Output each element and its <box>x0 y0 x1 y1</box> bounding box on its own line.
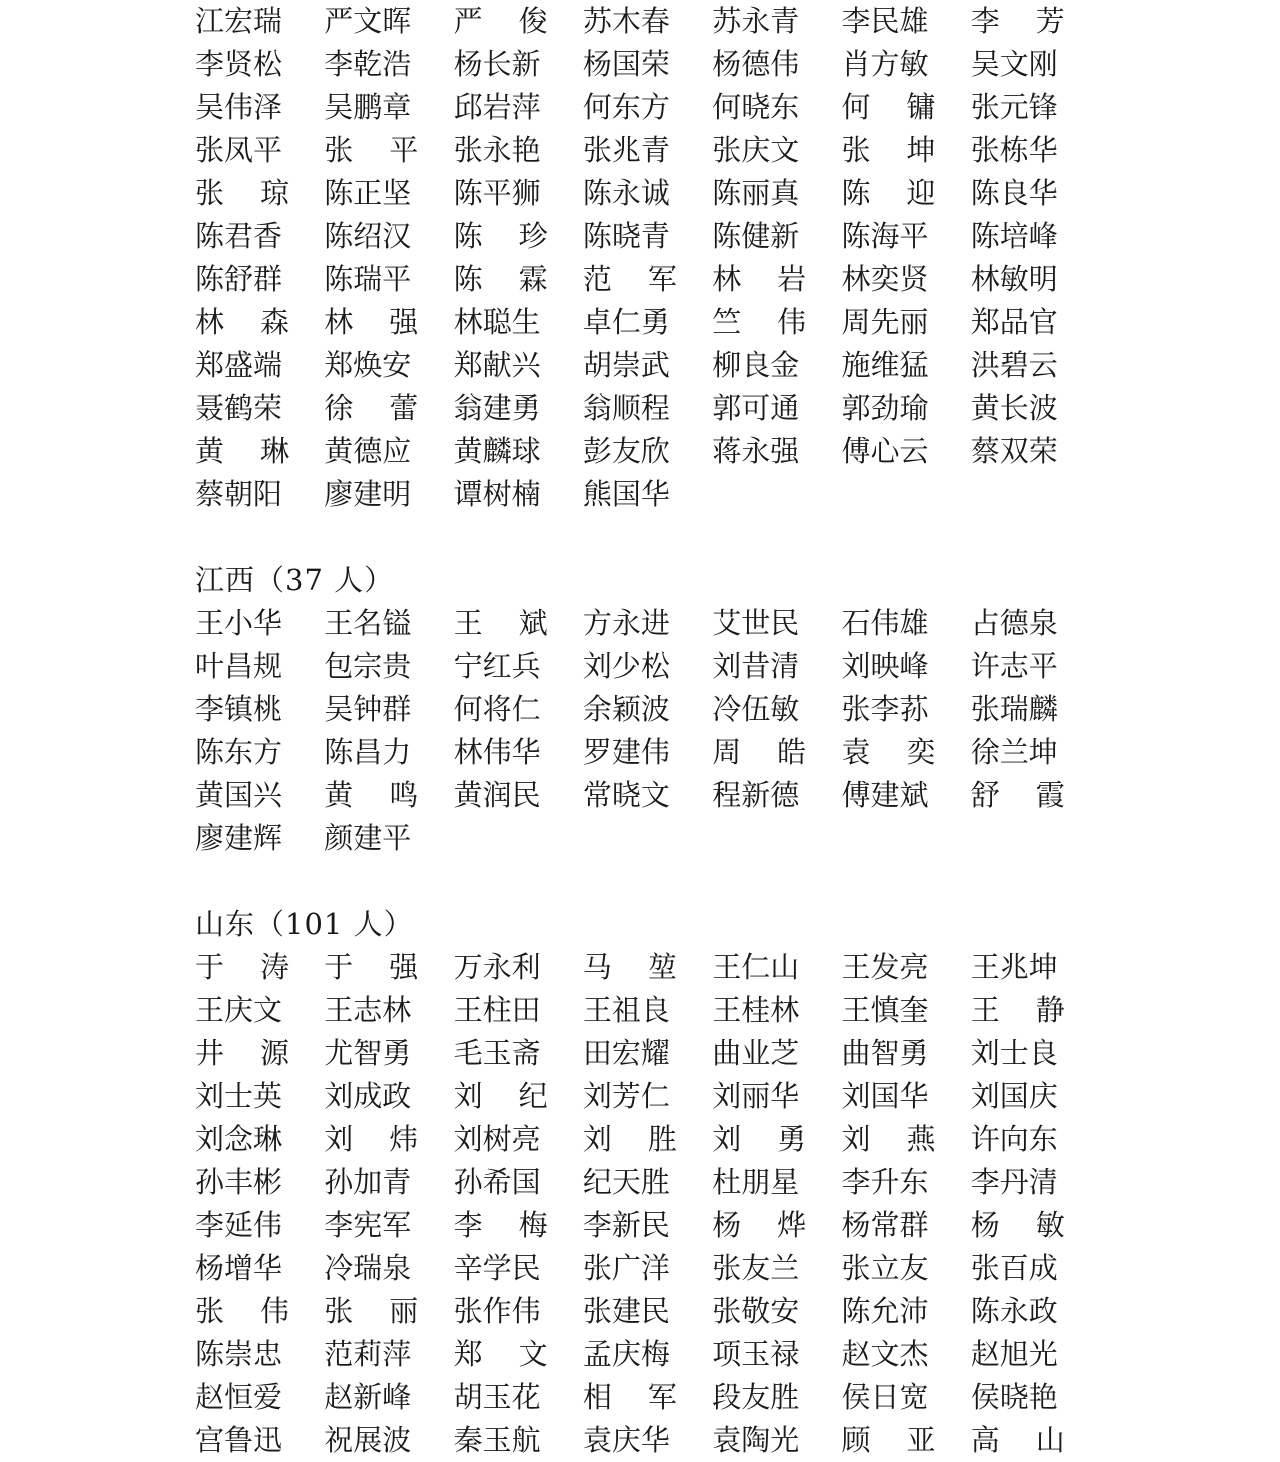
person-name: 王慎奎 <box>841 993 929 1027</box>
person-name: 刘 胜 <box>582 1122 677 1156</box>
person-name: 刘 燕 <box>841 1122 936 1156</box>
person-name: 竺 伟 <box>712 305 807 339</box>
person-name: 刘 炜 <box>324 1122 419 1156</box>
person-name: 张永艳 <box>453 133 541 167</box>
person-name: 陈 迎 <box>841 176 936 210</box>
section-heading: 山东（101 人） <box>195 907 414 941</box>
person-name: 冷伍敏 <box>712 692 800 726</box>
person-name: 刘念琳 <box>195 1122 283 1156</box>
name-row <box>195 1204 1280 1247</box>
person-name: 赵新峰 <box>324 1380 412 1414</box>
person-name: 李宪军 <box>324 1208 412 1242</box>
person-name: 艾世民 <box>712 606 800 640</box>
person-name: 李 梅 <box>453 1208 548 1242</box>
section-gap <box>195 516 1280 559</box>
person-name: 王桂林 <box>712 993 800 1027</box>
person-name: 林 强 <box>324 305 419 339</box>
person-name: 罗建伟 <box>582 735 670 769</box>
person-name: 田宏耀 <box>582 1036 670 1070</box>
person-name: 余颖波 <box>582 692 670 726</box>
person-name: 刘士良 <box>970 1036 1058 1070</box>
person-name: 陈丽真 <box>712 176 800 210</box>
person-name: 郑献兴 <box>453 348 541 382</box>
person-name: 郑品官 <box>970 305 1058 339</box>
person-name: 陈晓青 <box>582 219 670 253</box>
person-name: 李民雄 <box>841 4 929 38</box>
person-name: 黄麟球 <box>453 434 541 468</box>
name-row <box>195 989 1280 1032</box>
person-name: 陈海平 <box>841 219 929 253</box>
name-row <box>195 43 1280 86</box>
name-row <box>195 301 1280 344</box>
person-name: 冷瑞泉 <box>324 1251 412 1285</box>
person-name: 张兆青 <box>582 133 670 167</box>
person-name: 尤智勇 <box>324 1036 412 1070</box>
person-name: 李 芳 <box>970 4 1065 38</box>
person-name: 杜朋星 <box>712 1165 800 1199</box>
person-name: 徐兰坤 <box>970 735 1058 769</box>
section-gap <box>195 860 1280 903</box>
person-name: 陈瑞平 <box>324 262 412 296</box>
person-name: 邱岩萍 <box>453 90 541 124</box>
person-name: 翁顺程 <box>582 391 670 425</box>
person-name: 聂鹤荣 <box>195 391 283 425</box>
name-row <box>195 215 1280 258</box>
province-section <box>195 903 1280 1462</box>
person-name: 李乾浩 <box>324 47 412 81</box>
person-name: 王 斌 <box>453 606 548 640</box>
person-name: 李丹清 <box>970 1165 1058 1199</box>
person-name: 张 坤 <box>841 133 936 167</box>
name-row <box>195 645 1280 688</box>
person-name: 颜建平 <box>324 821 412 855</box>
person-name: 郭劲瑜 <box>841 391 929 425</box>
person-name: 刘丽华 <box>712 1079 800 1113</box>
person-name: 黄 鸣 <box>324 778 419 812</box>
name-row <box>195 344 1280 387</box>
person-name: 刘映峰 <box>841 649 929 683</box>
person-name: 刘国华 <box>841 1079 929 1113</box>
person-name: 段友胜 <box>712 1380 800 1414</box>
person-name: 陈绍汉 <box>324 219 412 253</box>
person-name: 侯日宽 <box>841 1380 929 1414</box>
person-name: 郑焕安 <box>324 348 412 382</box>
name-row <box>195 172 1280 215</box>
person-name: 彭友欣 <box>582 434 670 468</box>
person-name: 苏木春 <box>582 4 670 38</box>
person-name: 张 琼 <box>195 176 289 210</box>
person-name: 张百成 <box>970 1251 1058 1285</box>
name-row <box>195 688 1280 731</box>
person-name: 占德泉 <box>970 606 1058 640</box>
person-name: 祝展波 <box>324 1423 412 1457</box>
name-row <box>195 1032 1280 1075</box>
person-name: 石伟雄 <box>841 606 929 640</box>
person-name: 于 强 <box>324 950 419 984</box>
person-name: 王发亮 <box>841 950 929 984</box>
person-name: 林 森 <box>195 305 289 339</box>
name-row <box>195 946 1280 989</box>
person-name: 李贤松 <box>195 47 283 81</box>
person-name: 张 伟 <box>195 1294 289 1328</box>
person-name: 范 军 <box>582 262 677 296</box>
person-name: 张立友 <box>841 1251 929 1285</box>
name-row <box>195 1290 1280 1333</box>
person-name: 万永利 <box>453 950 541 984</box>
person-name: 孙丰彬 <box>195 1165 283 1199</box>
person-name: 王 静 <box>970 993 1065 1027</box>
person-name: 包宗贵 <box>324 649 412 683</box>
person-name: 李镇桃 <box>195 692 283 726</box>
person-name: 蒋永强 <box>712 434 800 468</box>
person-name: 顾 亚 <box>841 1423 936 1457</box>
person-name: 洪碧云 <box>970 348 1058 382</box>
person-name: 李延伟 <box>195 1208 283 1242</box>
person-name: 许志平 <box>970 649 1058 683</box>
person-name: 舒 霞 <box>970 778 1065 812</box>
person-name: 吴鹏章 <box>324 90 412 124</box>
person-name: 杨常群 <box>841 1208 929 1242</box>
person-name: 翁建勇 <box>453 391 541 425</box>
person-name: 王名镒 <box>324 606 412 640</box>
person-name: 马 堃 <box>582 950 677 984</box>
person-name: 刘芳仁 <box>582 1079 670 1113</box>
person-name: 严文晖 <box>324 4 412 38</box>
person-name: 王庆文 <box>195 993 283 1027</box>
person-name: 杨长新 <box>453 47 541 81</box>
person-name: 范莉萍 <box>324 1337 412 1371</box>
person-name: 蔡双荣 <box>970 434 1058 468</box>
person-name: 陈良华 <box>970 176 1058 210</box>
person-name: 杨国荣 <box>582 47 670 81</box>
name-row <box>195 1419 1280 1462</box>
province-section <box>195 0 1280 516</box>
name-row <box>195 86 1280 129</box>
person-name: 张李荪 <box>841 692 929 726</box>
person-name: 赵文杰 <box>841 1337 929 1371</box>
person-name: 林聪生 <box>453 305 541 339</box>
person-name: 苏永青 <box>712 4 800 38</box>
name-row <box>195 1161 1280 1204</box>
person-name: 蔡朝阳 <box>195 477 283 511</box>
person-name: 项玉禄 <box>712 1337 800 1371</box>
person-name: 陈健新 <box>712 219 800 253</box>
name-row <box>195 731 1280 774</box>
person-name: 刘国庆 <box>970 1079 1058 1113</box>
name-row <box>195 817 1280 860</box>
person-name: 林奕贤 <box>841 262 929 296</box>
person-name: 郑 文 <box>453 1337 548 1371</box>
person-name: 郑盛端 <box>195 348 283 382</box>
person-name: 刘树亮 <box>453 1122 541 1156</box>
person-name: 陈东方 <box>195 735 283 769</box>
person-name: 王祖良 <box>582 993 670 1027</box>
person-name: 施维猛 <box>841 348 929 382</box>
person-name: 秦玉航 <box>453 1423 541 1457</box>
name-row <box>195 129 1280 172</box>
person-name: 吴文刚 <box>970 47 1058 81</box>
person-name: 吴钟群 <box>324 692 412 726</box>
person-name: 严 俊 <box>453 4 548 38</box>
person-name: 纪天胜 <box>582 1165 670 1199</box>
person-name: 廖建明 <box>324 477 412 511</box>
person-name: 傅心云 <box>841 434 929 468</box>
person-name: 杨德伟 <box>712 47 800 81</box>
person-name: 何将仁 <box>453 692 541 726</box>
person-name: 杨 烨 <box>712 1208 807 1242</box>
person-name: 袁庆华 <box>582 1423 670 1457</box>
person-name: 周 皓 <box>712 735 807 769</box>
person-name: 黄润民 <box>453 778 541 812</box>
person-name: 肖方敏 <box>841 47 929 81</box>
person-name: 辛学民 <box>453 1251 541 1285</box>
person-name: 孙希国 <box>453 1165 541 1199</box>
person-name: 胡玉花 <box>453 1380 541 1414</box>
person-name: 熊国华 <box>582 477 670 511</box>
person-name: 胡崇武 <box>582 348 670 382</box>
person-name: 相 军 <box>582 1380 677 1414</box>
person-name: 赵旭光 <box>970 1337 1058 1371</box>
person-name: 刘成政 <box>324 1079 412 1113</box>
name-row <box>195 1247 1280 1290</box>
person-name: 何东方 <box>582 90 670 124</box>
person-name: 陈培峰 <box>970 219 1058 253</box>
person-name: 袁 奕 <box>841 735 936 769</box>
person-name: 常晓文 <box>582 778 670 812</box>
name-row <box>195 1333 1280 1376</box>
person-name: 高 山 <box>970 1423 1065 1457</box>
person-name: 张友兰 <box>712 1251 800 1285</box>
person-name: 张凤平 <box>195 133 283 167</box>
person-name: 曲智勇 <box>841 1036 929 1070</box>
person-name: 谭树楠 <box>453 477 541 511</box>
person-name: 叶昌规 <box>195 649 283 683</box>
person-name: 刘士英 <box>195 1079 283 1113</box>
person-name: 张庆文 <box>712 133 800 167</box>
person-name: 陈 珍 <box>453 219 548 253</box>
person-name: 张瑞麟 <box>970 692 1058 726</box>
person-name: 张元锋 <box>970 90 1058 124</box>
person-name: 江宏瑞 <box>195 4 283 38</box>
person-name: 陈永政 <box>970 1294 1058 1328</box>
person-name: 方永进 <box>582 606 670 640</box>
person-name: 张作伟 <box>453 1294 541 1328</box>
province-section <box>195 559 1280 860</box>
person-name: 王兆坤 <box>970 950 1058 984</box>
person-name: 杨 敏 <box>970 1208 1065 1242</box>
person-name: 林伟华 <box>453 735 541 769</box>
person-name: 刘 纪 <box>453 1079 548 1113</box>
person-name: 廖建辉 <box>195 821 283 855</box>
section-heading: 江西（37 人） <box>195 563 395 597</box>
person-name: 毛玉斋 <box>453 1036 541 1070</box>
name-row <box>195 1075 1280 1118</box>
person-name: 陈舒群 <box>195 262 283 296</box>
person-name: 宁红兵 <box>453 649 541 683</box>
person-name: 孙加青 <box>324 1165 412 1199</box>
name-row <box>195 1118 1280 1161</box>
person-name: 李升东 <box>841 1165 929 1199</box>
person-name: 张 丽 <box>324 1294 419 1328</box>
person-name: 曲业芝 <box>712 1036 800 1070</box>
person-name: 袁陶光 <box>712 1423 800 1457</box>
person-name: 卓仁勇 <box>582 305 670 339</box>
person-name: 柳良金 <box>712 348 800 382</box>
person-name: 徐 蕾 <box>324 391 419 425</box>
person-name: 张 平 <box>324 133 419 167</box>
person-name: 张敬安 <box>712 1294 800 1328</box>
person-name: 黄 琳 <box>195 434 289 468</box>
name-row <box>195 1376 1280 1419</box>
person-name: 李新民 <box>582 1208 670 1242</box>
person-name: 吴伟泽 <box>195 90 283 124</box>
person-name: 王柱田 <box>453 993 541 1027</box>
person-name: 赵恒爱 <box>195 1380 283 1414</box>
person-name: 程新德 <box>712 778 800 812</box>
person-name: 王志林 <box>324 993 412 1027</box>
person-name: 杨增华 <box>195 1251 283 1285</box>
person-name: 陈君香 <box>195 219 283 253</box>
name-row <box>195 602 1280 645</box>
person-name: 周先丽 <box>841 305 929 339</box>
person-name: 黄国兴 <box>195 778 283 812</box>
name-row <box>195 0 1280 43</box>
person-name: 陈永诚 <box>582 176 670 210</box>
person-name: 王小华 <box>195 606 283 640</box>
person-name: 陈 霖 <box>453 262 548 296</box>
name-row <box>195 430 1280 473</box>
person-name: 王仁山 <box>712 950 800 984</box>
person-name: 张广洋 <box>582 1251 670 1285</box>
person-name: 陈昌力 <box>324 735 412 769</box>
person-name: 何晓东 <box>712 90 800 124</box>
person-name: 刘 勇 <box>712 1122 807 1156</box>
person-name: 孟庆梅 <box>582 1337 670 1371</box>
person-name: 宫鲁迅 <box>195 1423 283 1457</box>
person-name: 刘昔清 <box>712 649 800 683</box>
person-name: 刘少松 <box>582 649 670 683</box>
person-name: 于 涛 <box>195 950 289 984</box>
person-name: 张建民 <box>582 1294 670 1328</box>
person-name: 傅建斌 <box>841 778 929 812</box>
person-name: 林敏明 <box>970 262 1058 296</box>
name-row <box>195 387 1280 430</box>
person-name: 陈正坚 <box>324 176 412 210</box>
person-name: 张栋华 <box>970 133 1058 167</box>
person-name: 侯晓艳 <box>970 1380 1058 1414</box>
name-row <box>195 258 1280 301</box>
person-name: 何 镛 <box>841 90 936 124</box>
person-name: 黄长波 <box>970 391 1058 425</box>
person-name: 林 岩 <box>712 262 807 296</box>
person-name: 郭可通 <box>712 391 800 425</box>
person-name: 陈允沛 <box>841 1294 929 1328</box>
person-name: 陈崇忠 <box>195 1337 283 1371</box>
name-row <box>195 774 1280 817</box>
person-name: 许向东 <box>970 1122 1058 1156</box>
person-name: 陈平狮 <box>453 176 541 210</box>
name-row <box>195 473 1280 516</box>
person-name: 黄德应 <box>324 434 412 468</box>
name-list-document <box>195 0 1280 1462</box>
person-name: 井 源 <box>195 1036 289 1070</box>
